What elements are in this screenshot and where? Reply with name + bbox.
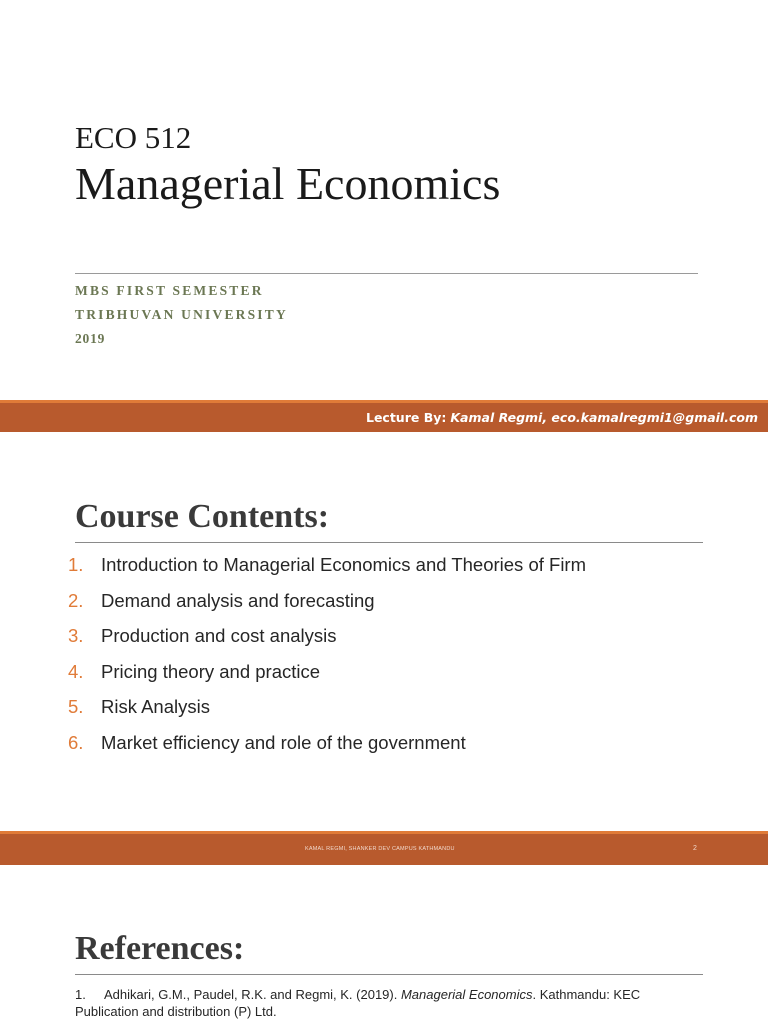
list-number: 4.	[68, 660, 84, 682]
list-text: Demand analysis and forecasting	[101, 589, 375, 611]
reference-book-title: Managerial Economics	[400, 987, 533, 1002]
course-code: ECO 512	[75, 120, 192, 155]
lecture-credit	[366, 410, 758, 425]
references-heading: References:	[75, 930, 245, 967]
lecture-author-email: Kamal Regmi, eco.kamalregmi1@gmail.com	[450, 410, 758, 425]
list-number: 5.	[68, 696, 84, 717]
course-title: Managerial Economics	[75, 158, 501, 209]
list-text: Risk Analysis	[101, 696, 210, 717]
course-contents-divider	[75, 542, 703, 543]
page-number: 2	[693, 845, 697, 852]
list-item	[68, 622, 586, 658]
subtitle-year: 2019	[75, 331, 106, 346]
lecture-label: Lecture By:	[365, 410, 447, 425]
course-contents-list	[68, 551, 586, 764]
reference-entry	[75, 986, 685, 1020]
course-contents-heading: Course Contents:	[75, 498, 330, 535]
title-divider	[75, 273, 698, 274]
reference-number: 1.	[75, 987, 86, 1002]
footer-text: KAMAL REGMI, SHANKER DEV CAMPUS KATHMANDU	[305, 846, 455, 852]
reference-authors: Adhikari, G.M., Paudel, R.K. and Regmi, K. (2019).	[104, 987, 401, 1002]
list-text: Introduction to Managerial Economics and Theories of Firm	[101, 554, 587, 575]
list-item	[68, 658, 586, 694]
subtitle-semester: MBS FIRST SEMESTER	[75, 283, 264, 298]
list-text: Production and cost analysis	[101, 625, 337, 646]
list-item	[68, 729, 586, 765]
list-item	[68, 587, 586, 623]
list-number: 6.	[68, 731, 84, 753]
list-number: 3.	[68, 625, 84, 646]
list-number: 1.	[68, 554, 84, 575]
list-text: Pricing theory and practice	[101, 660, 321, 682]
list-number: 2.	[68, 589, 84, 611]
list-text: Market efficiency and role of the government	[101, 731, 466, 753]
subtitle-university: TRIBHUVAN UNIVERSITY	[75, 307, 288, 322]
list-item	[68, 693, 586, 729]
reference-publisher: . Kathmandu: KEC Publication and distribution (P) Ltd.	[75, 987, 641, 1019]
references-divider	[75, 974, 703, 975]
list-item	[68, 551, 586, 587]
